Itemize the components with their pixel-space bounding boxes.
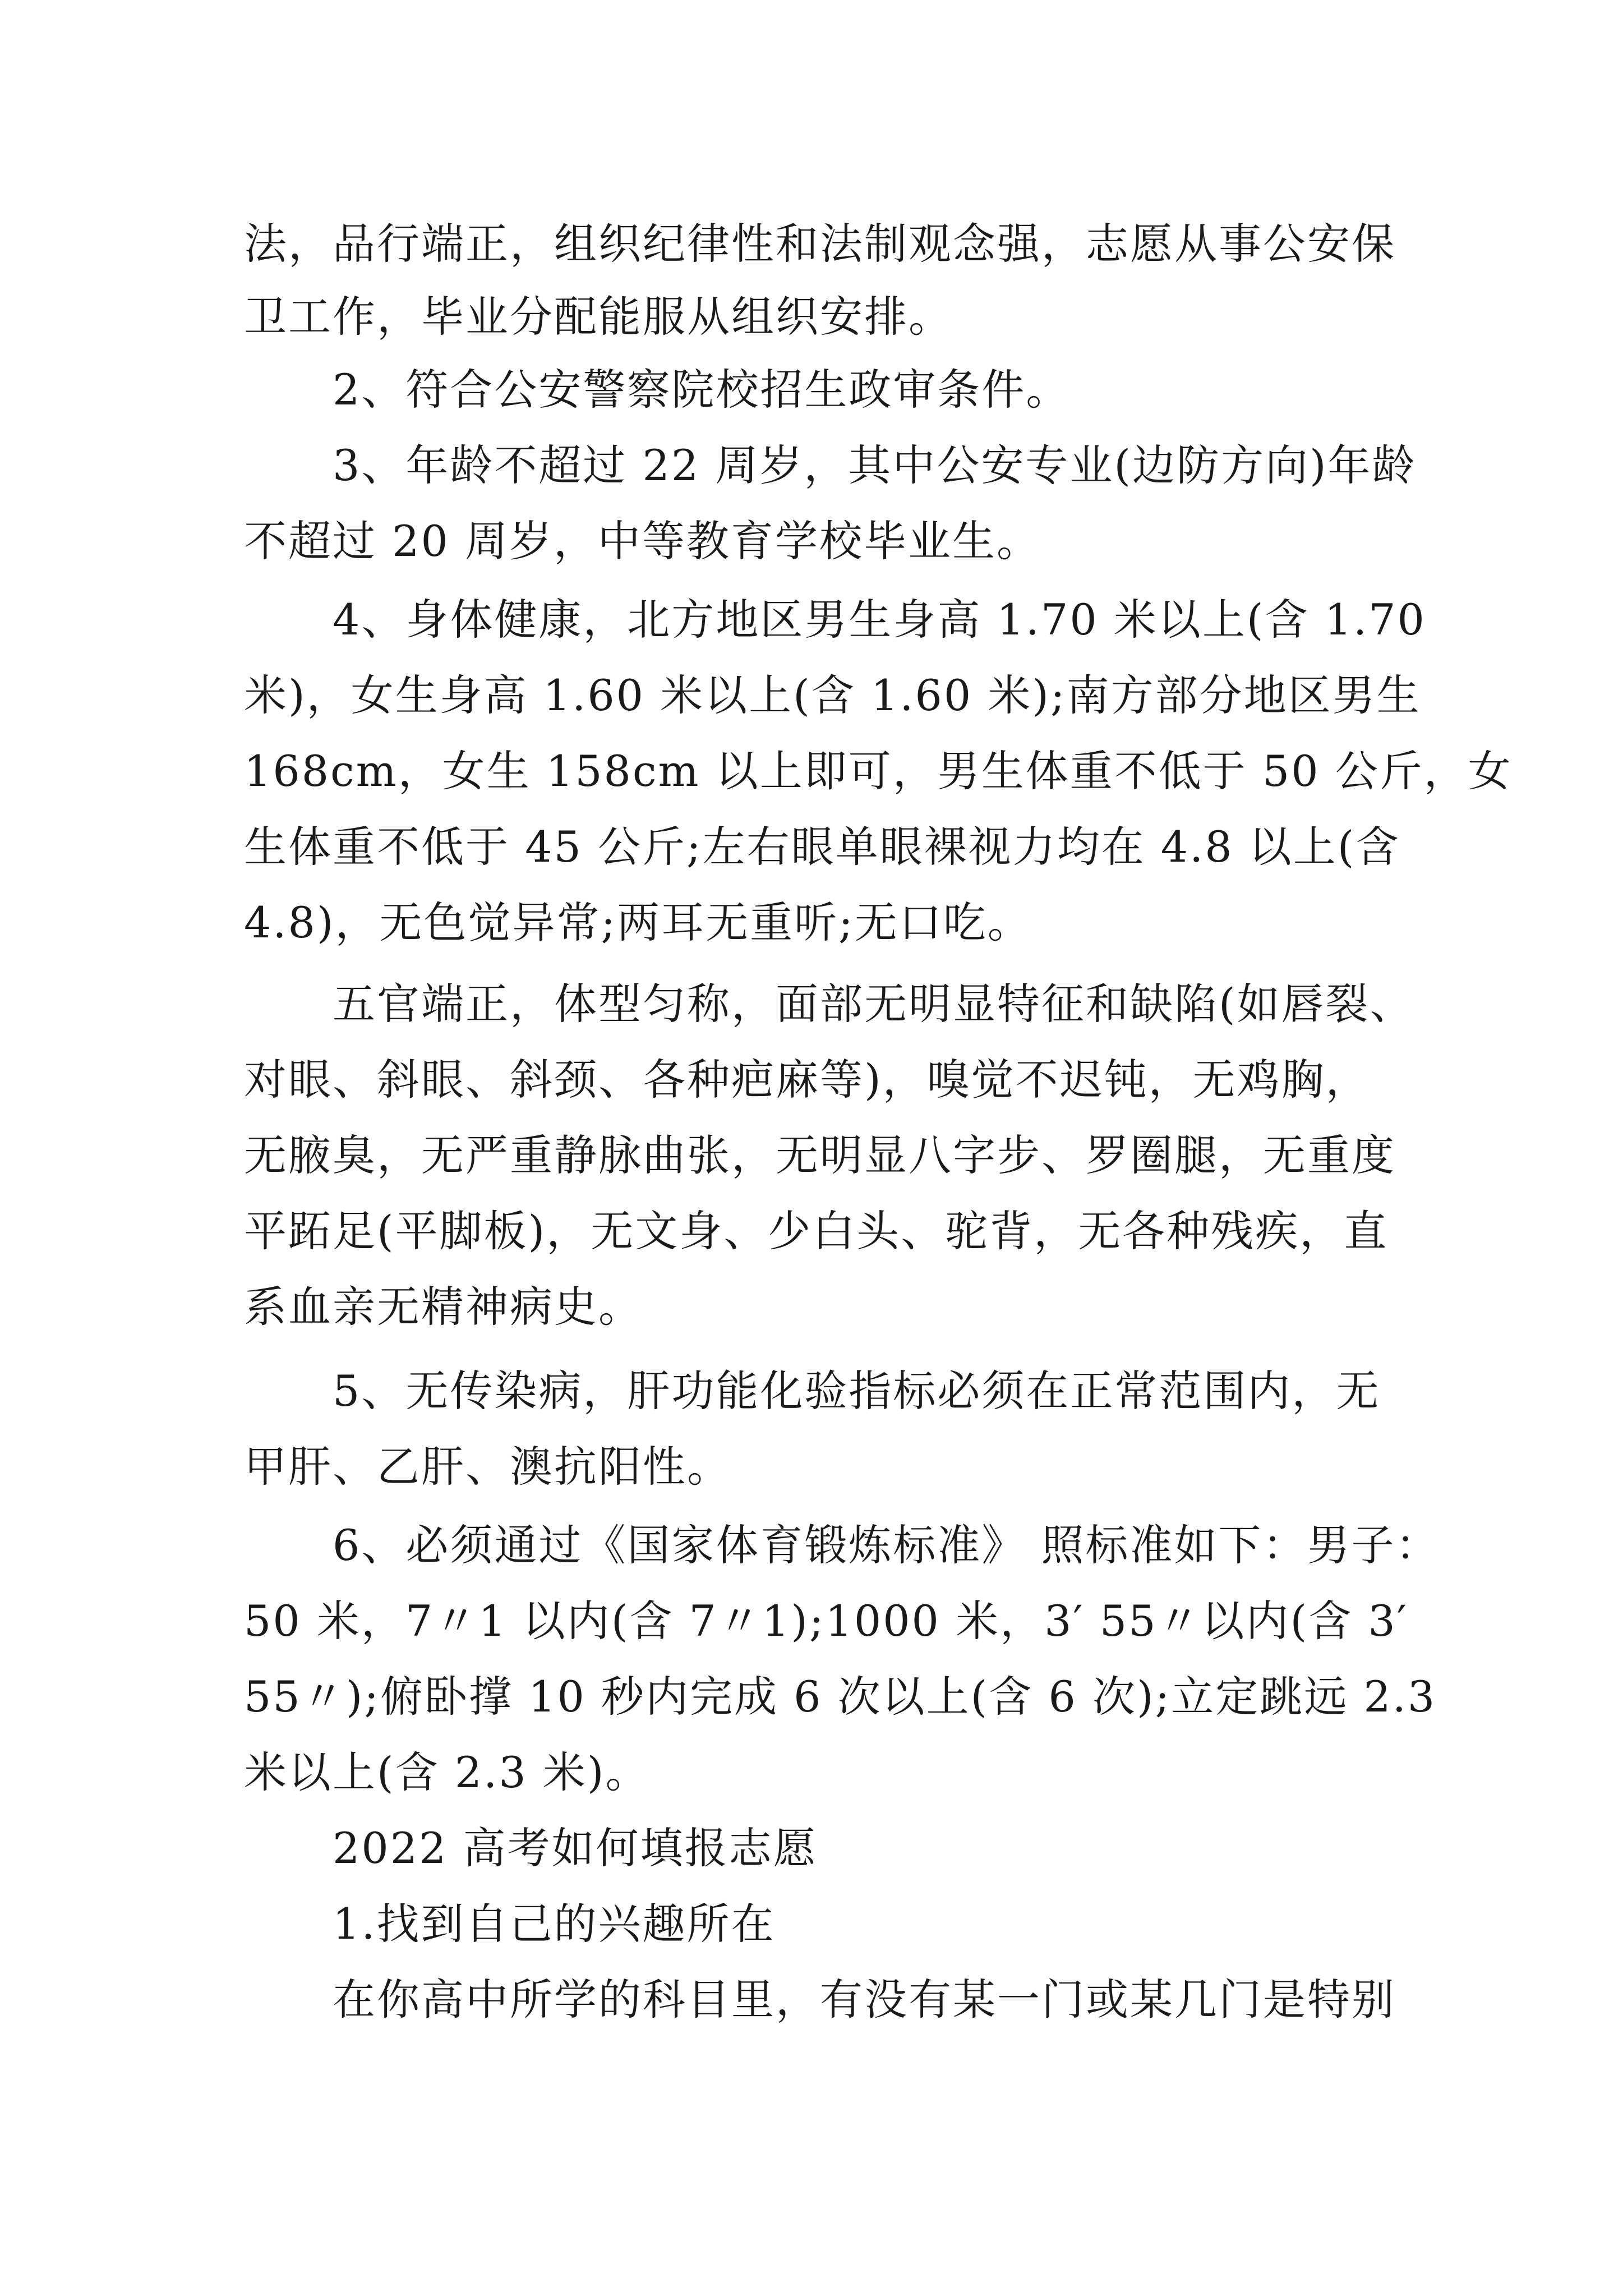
paragraph-line: 168cm，女生 158cm 以上即可，男生体重不低于 50 公斤，女	[244, 746, 1513, 796]
paragraph-line: 3、年龄不超过 22 周岁，其中公安专业(边防方向)年龄	[333, 440, 1417, 490]
paragraph-line: 4、身体健康，北方地区男生身高 1.70 米以上(含 1.70	[333, 595, 1426, 645]
paragraph-line: 五官端正，体型匀称，面部无明显特征和缺陷(如唇裂、	[333, 979, 1414, 1029]
paragraph-line: 平跖足(平脚板)，无文身、少白头、驼背，无各种残疾，直	[244, 1206, 1389, 1256]
paragraph-line: 55〃);俯卧撑 10 秒内完成 6 次以上(含 6 次);立定跳远 2.3	[244, 1672, 1437, 1722]
paragraph-line: 5、无传染病，肝功能化验指标必须在正常范围内，无	[333, 1366, 1381, 1416]
paragraph-line: 无腋臭，无严重静脉曲张，无明显八字步、罗圈腿，无重度	[244, 1130, 1396, 1180]
paragraph-line: 6、必须通过《国家体育锻炼标准》 照标准如下：男子：	[333, 1520, 1440, 1570]
paragraph-line: 50 米，7〃1 以内(含 7〃1);1000 米，3′ 55〃以内(含 3′	[244, 1596, 1408, 1646]
paragraph-line: 2、符合公安警察院校招生政审条件。	[333, 365, 1071, 415]
paragraph-line: 米)，女生身高 1.60 米以上(含 1.60 米);南方部分地区男生	[244, 670, 1421, 720]
paragraph-line: 甲肝、乙肝、澳抗阳性。	[244, 1442, 731, 1492]
paragraph-line: 米以上(含 2.3 米)。	[244, 1747, 650, 1797]
paragraph-line: 在你高中所学的科目里，有没有某一门或某几门是特别	[333, 1975, 1396, 2024]
subheading: 1.找到自己的兴趣所在	[333, 1899, 776, 1949]
paragraph-line: 不超过 20 周岁，中等教育学校毕业生。	[244, 516, 1041, 566]
paragraph-line: 对眼、斜眼、斜颈、各种疤麻等)，嗅觉不迟钝，无鸡胸，	[244, 1055, 1370, 1105]
paragraph-line: 生体重不低于 45 公斤;左右眼单眼裸视力均在 4.8 以上(含	[244, 822, 1400, 872]
paragraph-line: 系血亲无精神病史。	[244, 1282, 643, 1332]
section-heading: 2022 高考如何填报志愿	[333, 1823, 818, 1873]
paragraph-line: 4.8)，无色觉异常;两耳无重听;无口吃。	[244, 898, 1032, 947]
paragraph-line: 法，品行端正，组织纪律性和法制观念强，志愿从事公安保	[244, 219, 1396, 269]
paragraph-line: 卫工作，毕业分配能服从组织安排。	[244, 292, 953, 342]
